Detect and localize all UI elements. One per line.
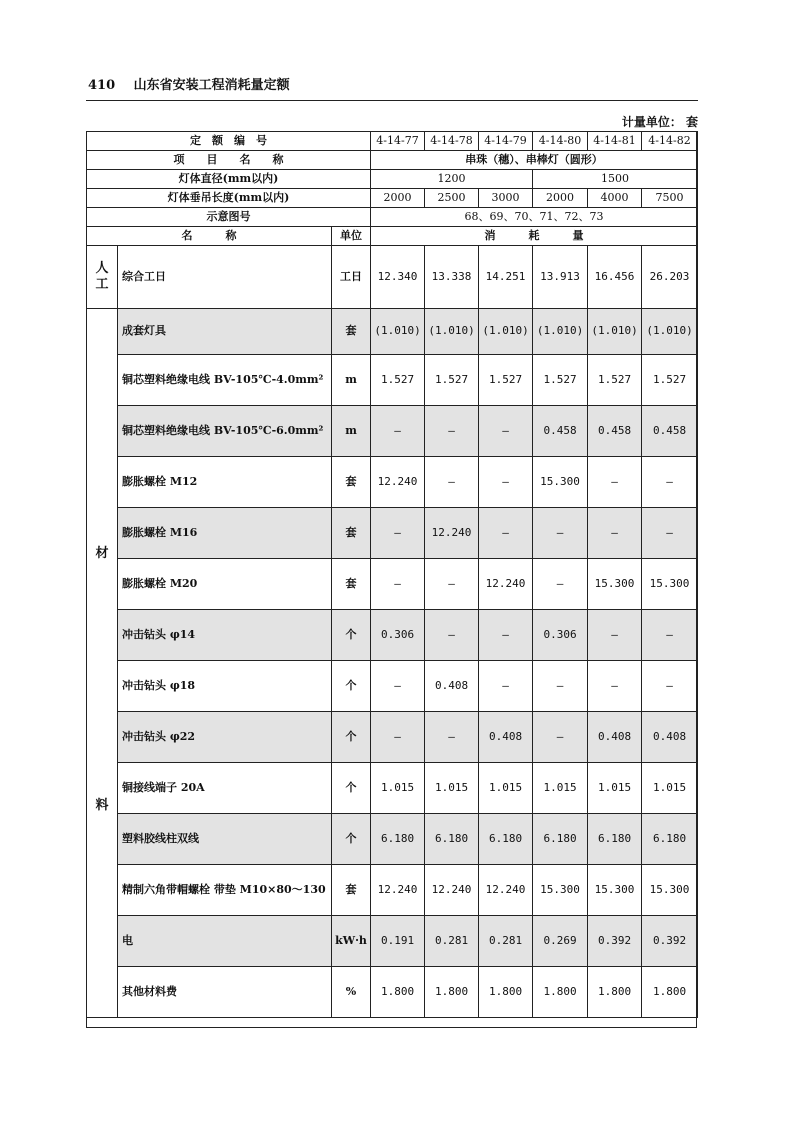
material-value: 0.281 bbox=[479, 916, 533, 967]
item-label: 项 目 名 称 bbox=[87, 151, 371, 170]
material-unit: 套 bbox=[332, 559, 371, 610]
material-value: 0.191 bbox=[371, 916, 425, 967]
material-row bbox=[87, 355, 698, 406]
material-value: — bbox=[588, 457, 642, 508]
material-value: 1.015 bbox=[425, 763, 479, 814]
material-name: 冲击钻头 φ14 bbox=[118, 610, 332, 661]
material-category-top: 材 bbox=[95, 546, 109, 561]
labor-value: 13.338 bbox=[425, 246, 479, 309]
unit-column-header: 单位 bbox=[332, 227, 371, 246]
material-unit: 套 bbox=[332, 508, 371, 559]
labor-category: 人工 bbox=[87, 246, 118, 309]
diameter-row bbox=[87, 170, 698, 189]
labor-value: 12.340 bbox=[371, 246, 425, 309]
material-value: 1.015 bbox=[479, 763, 533, 814]
material-value: 12.240 bbox=[371, 865, 425, 916]
material-unit: 个 bbox=[332, 712, 371, 763]
material-value: (1.010) bbox=[642, 309, 698, 355]
material-value: — bbox=[642, 661, 698, 712]
material-value: 15.300 bbox=[588, 865, 642, 916]
code-cell: 4-14-77 bbox=[371, 132, 425, 151]
diameter-value: 1200 bbox=[371, 170, 533, 189]
material-value: 1.527 bbox=[588, 355, 642, 406]
item-name: 串珠（穗）、串棒灯（圆形） bbox=[371, 151, 698, 170]
material-value: 0.306 bbox=[371, 610, 425, 661]
material-value: 1.527 bbox=[642, 355, 698, 406]
material-value: 0.392 bbox=[588, 916, 642, 967]
material-unit: 个 bbox=[332, 814, 371, 865]
diameter-label: 灯体直径(mm以内) bbox=[87, 170, 371, 189]
material-value: 0.269 bbox=[533, 916, 588, 967]
material-value: — bbox=[533, 508, 588, 559]
material-name: 铜芯塑料绝缘电线 BV-105℃-6.0mm² bbox=[118, 406, 332, 457]
material-value: 15.300 bbox=[533, 457, 588, 508]
diagram-row bbox=[87, 208, 698, 227]
material-value: 15.300 bbox=[588, 559, 642, 610]
labor-row bbox=[87, 246, 698, 309]
unit-label: 计量单位： 套 bbox=[621, 115, 698, 129]
material-value: 1.527 bbox=[425, 355, 479, 406]
material-value: 1.015 bbox=[371, 763, 425, 814]
material-unit: 套 bbox=[332, 457, 371, 508]
material-value: 1.800 bbox=[533, 967, 588, 1018]
material-value: 6.180 bbox=[425, 814, 479, 865]
material-value: — bbox=[479, 661, 533, 712]
name-column-header: 名 称 bbox=[87, 227, 332, 246]
material-row bbox=[87, 457, 698, 508]
book-title: 山东省安装工程消耗量定额 bbox=[133, 78, 290, 93]
material-value: 6.180 bbox=[642, 814, 698, 865]
material-unit: 套 bbox=[332, 865, 371, 916]
material-name: 成套灯具 bbox=[118, 309, 332, 355]
material-value: 1.015 bbox=[533, 763, 588, 814]
material-value: 0.408 bbox=[479, 712, 533, 763]
material-value: — bbox=[479, 508, 533, 559]
material-value: 1.800 bbox=[425, 967, 479, 1018]
material-value: 1.527 bbox=[371, 355, 425, 406]
material-row bbox=[87, 406, 698, 457]
quota-table bbox=[86, 131, 698, 1018]
labor-value: 26.203 bbox=[642, 246, 698, 309]
page-header bbox=[88, 74, 290, 93]
length-cell: 2000 bbox=[533, 189, 588, 208]
material-name: 冲击钻头 φ18 bbox=[118, 661, 332, 712]
material-value: — bbox=[371, 508, 425, 559]
diameter-value: 1500 bbox=[533, 170, 698, 189]
material-value: (1.010) bbox=[425, 309, 479, 355]
material-value: — bbox=[371, 712, 425, 763]
length-cell: 2000 bbox=[371, 189, 425, 208]
material-value: — bbox=[588, 610, 642, 661]
material-row bbox=[87, 661, 698, 712]
material-value: — bbox=[533, 661, 588, 712]
material-name: 精制六角带帽螺栓 带垫 M10×80～130 bbox=[118, 865, 332, 916]
material-value: 0.458 bbox=[533, 406, 588, 457]
material-row bbox=[87, 814, 698, 865]
labor-value: 13.913 bbox=[533, 246, 588, 309]
material-value: 12.240 bbox=[371, 457, 425, 508]
material-value: — bbox=[642, 610, 698, 661]
material-name: 膨胀螺栓 M20 bbox=[118, 559, 332, 610]
code-row bbox=[87, 132, 698, 151]
material-value: 1.015 bbox=[642, 763, 698, 814]
material-unit: m bbox=[332, 355, 371, 406]
material-row bbox=[87, 309, 698, 355]
header-rule bbox=[86, 100, 698, 101]
code-cell: 4-14-80 bbox=[533, 132, 588, 151]
material-value: — bbox=[479, 457, 533, 508]
material-unit: % bbox=[332, 967, 371, 1018]
consumption-column-header: 消 耗 量 bbox=[371, 227, 698, 246]
length-cell: 3000 bbox=[479, 189, 533, 208]
material-value: 12.240 bbox=[479, 865, 533, 916]
material-row bbox=[87, 865, 698, 916]
material-unit: 个 bbox=[332, 610, 371, 661]
material-value: — bbox=[588, 661, 642, 712]
material-name: 其他材料费 bbox=[118, 967, 332, 1018]
material-row bbox=[87, 763, 698, 814]
material-value: 0.408 bbox=[425, 661, 479, 712]
material-value: 12.240 bbox=[425, 508, 479, 559]
material-row bbox=[87, 610, 698, 661]
column-header-row bbox=[87, 227, 698, 246]
code-cell: 4-14-79 bbox=[479, 132, 533, 151]
material-name: 膨胀螺栓 M12 bbox=[118, 457, 332, 508]
material-value: 1.527 bbox=[533, 355, 588, 406]
diagram-value: 68、69、70、71、72、73 bbox=[371, 208, 698, 227]
material-name: 铜芯塑料绝缘电线 BV-105℃-4.0mm² bbox=[118, 355, 332, 406]
material-value: — bbox=[371, 406, 425, 457]
material-value: — bbox=[533, 712, 588, 763]
material-unit: m bbox=[332, 406, 371, 457]
labor-name: 综合工日 bbox=[118, 246, 332, 309]
material-name: 膨胀螺栓 M16 bbox=[118, 508, 332, 559]
material-value: 0.408 bbox=[642, 712, 698, 763]
material-value: — bbox=[479, 406, 533, 457]
material-category-bottom: 料 bbox=[95, 798, 109, 813]
code-cell: 4-14-78 bbox=[425, 132, 479, 151]
material-value: — bbox=[479, 610, 533, 661]
material-value: — bbox=[371, 661, 425, 712]
length-label: 灯体垂吊长度(mm以内) bbox=[87, 189, 371, 208]
length-cell: 2500 bbox=[425, 189, 479, 208]
material-value: 15.300 bbox=[642, 559, 698, 610]
material-category bbox=[87, 309, 118, 1018]
material-value: 0.392 bbox=[642, 916, 698, 967]
material-unit: 个 bbox=[332, 763, 371, 814]
material-value: — bbox=[425, 406, 479, 457]
material-value: 6.180 bbox=[371, 814, 425, 865]
material-value: 0.458 bbox=[642, 406, 698, 457]
material-value: 0.281 bbox=[425, 916, 479, 967]
material-value: — bbox=[425, 457, 479, 508]
material-value: 1.800 bbox=[642, 967, 698, 1018]
material-value: — bbox=[533, 559, 588, 610]
material-value: 6.180 bbox=[533, 814, 588, 865]
material-value: — bbox=[588, 508, 642, 559]
material-value: 6.180 bbox=[588, 814, 642, 865]
material-value: (1.010) bbox=[533, 309, 588, 355]
code-cell: 4-14-82 bbox=[642, 132, 698, 151]
material-value: 6.180 bbox=[479, 814, 533, 865]
length-row bbox=[87, 189, 698, 208]
material-value: (1.010) bbox=[371, 309, 425, 355]
material-value: — bbox=[371, 559, 425, 610]
length-cell: 7500 bbox=[642, 189, 698, 208]
code-label: 定 额 编 号 bbox=[87, 132, 371, 151]
material-name: 冲击钻头 φ22 bbox=[118, 712, 332, 763]
material-row bbox=[87, 967, 698, 1018]
material-row bbox=[87, 559, 698, 610]
material-value: 12.240 bbox=[479, 559, 533, 610]
code-cell: 4-14-81 bbox=[588, 132, 642, 151]
material-value: 1.527 bbox=[479, 355, 533, 406]
material-value: — bbox=[425, 712, 479, 763]
material-value: (1.010) bbox=[588, 309, 642, 355]
diagram-label: 示意图号 bbox=[87, 208, 371, 227]
material-unit: 套 bbox=[332, 309, 371, 355]
page-number: 410 bbox=[88, 78, 116, 93]
material-value: (1.010) bbox=[479, 309, 533, 355]
material-value: 0.408 bbox=[588, 712, 642, 763]
material-value: 0.458 bbox=[588, 406, 642, 457]
material-unit: 个 bbox=[332, 661, 371, 712]
material-value: — bbox=[642, 457, 698, 508]
material-value: 12.240 bbox=[425, 865, 479, 916]
length-cell: 4000 bbox=[588, 189, 642, 208]
material-name: 塑料胶线柱双线 bbox=[118, 814, 332, 865]
material-row bbox=[87, 712, 698, 763]
material-value: 0.306 bbox=[533, 610, 588, 661]
material-value: — bbox=[425, 610, 479, 661]
material-value: 1.800 bbox=[371, 967, 425, 1018]
material-value: 15.300 bbox=[642, 865, 698, 916]
material-value: 15.300 bbox=[533, 865, 588, 916]
labor-unit: 工日 bbox=[332, 246, 371, 309]
labor-value: 14.251 bbox=[479, 246, 533, 309]
material-value: 1.800 bbox=[588, 967, 642, 1018]
material-name: 电 bbox=[118, 916, 332, 967]
material-name: 铜接线端子 20A bbox=[118, 763, 332, 814]
material-value: — bbox=[425, 559, 479, 610]
material-value: — bbox=[642, 508, 698, 559]
material-value: 1.800 bbox=[479, 967, 533, 1018]
material-row bbox=[87, 508, 698, 559]
material-row bbox=[87, 916, 698, 967]
material-value: 1.015 bbox=[588, 763, 642, 814]
material-unit: kW·h bbox=[332, 916, 371, 967]
labor-value: 16.456 bbox=[588, 246, 642, 309]
item-row bbox=[87, 151, 698, 170]
